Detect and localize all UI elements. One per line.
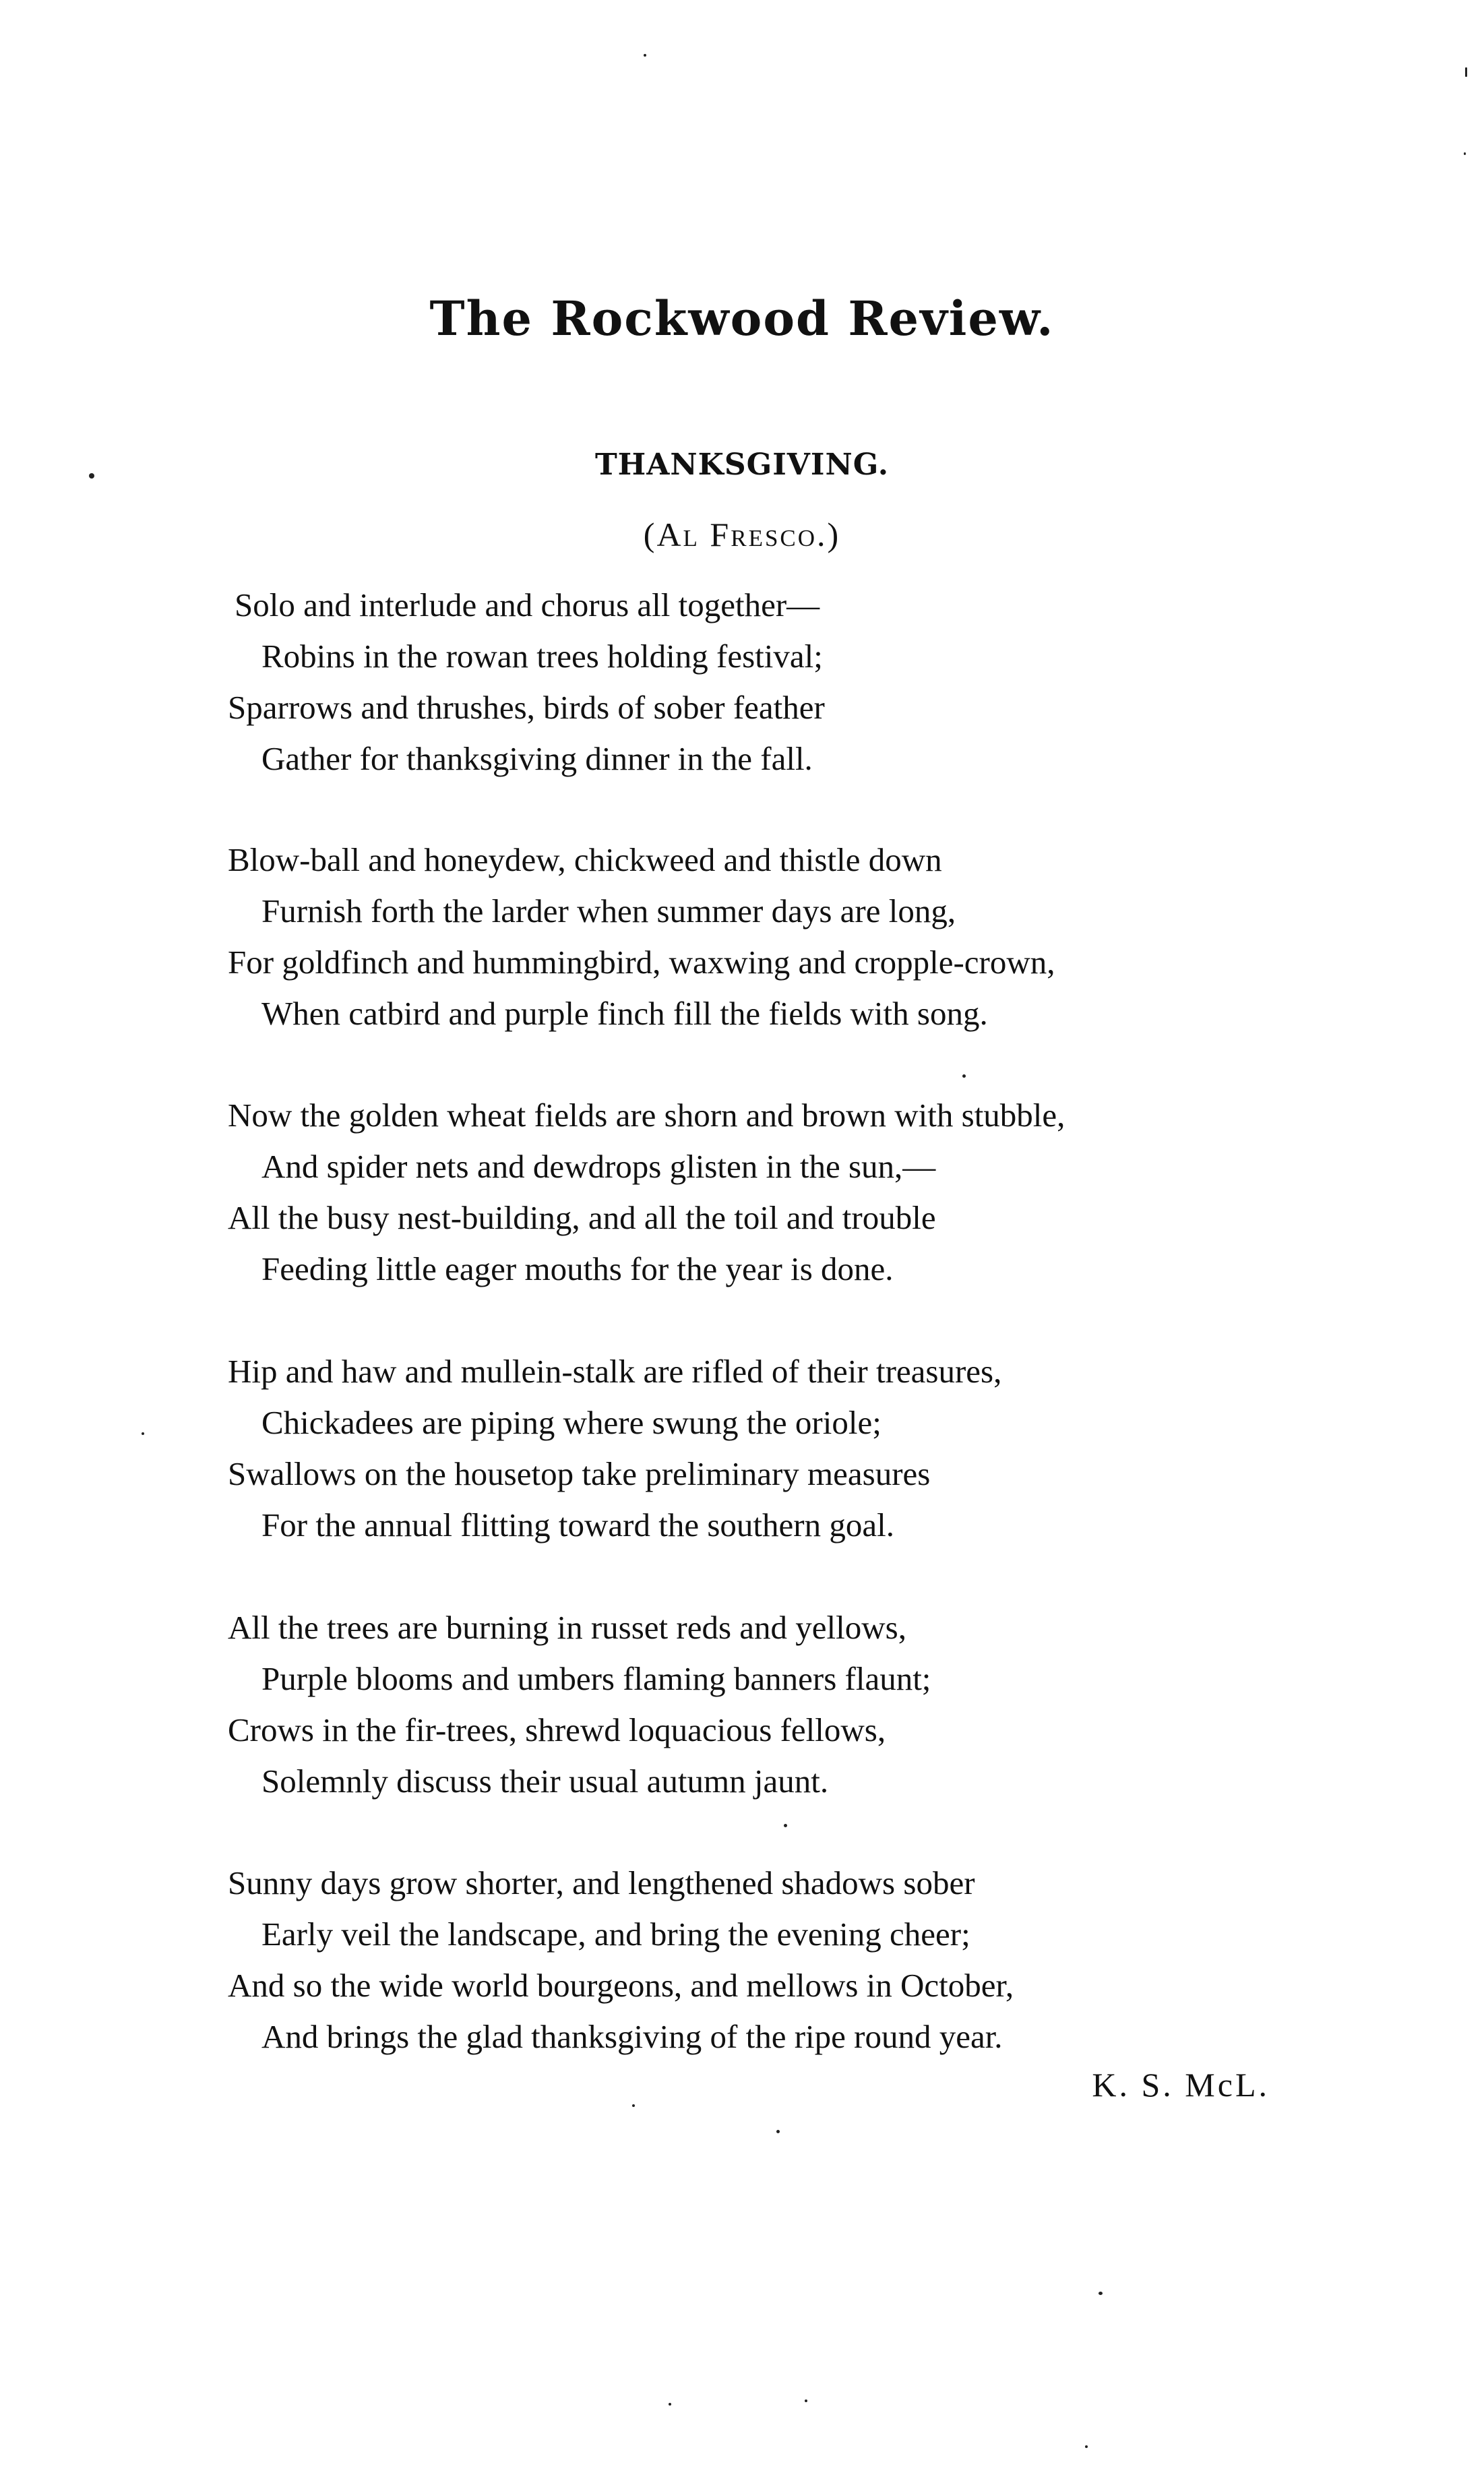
poem-line: Solo and interlude and chorus all together— <box>235 586 820 623</box>
poem-line: And so the wide world bourgeons, and mellows in October, <box>228 1967 1014 2004</box>
poem-line: Feeding little eager mouths for the year is done. <box>261 1250 894 1287</box>
poem-line: Sparrows and thrushes, birds of sober feather <box>228 689 825 726</box>
poem-line: Now the golden wheat fields are shorn and brown with stubble, <box>228 1097 1065 1134</box>
poem-line: Chickadees are piping where swung the oriole; <box>261 1404 882 1441</box>
poem-line: And brings the glad thanksgiving of the ripe round year. <box>261 2018 1003 2055</box>
poem-line: Swallows on the housetop take preliminary measures <box>228 1455 931 1492</box>
scan-speck <box>1085 2445 1088 2448</box>
poem-title: THANKSGIVING. <box>594 448 890 482</box>
stanza-1 <box>228 580 1320 785</box>
scan-speck <box>142 1432 144 1435</box>
stanza-5 <box>228 1602 1320 1807</box>
scan-speck <box>805 2399 807 2402</box>
scan-speck <box>632 2104 635 2107</box>
poem-line: All the busy nest-building, and all the toil and trouble <box>228 1199 936 1236</box>
poem-line: When catbird and purple finch fill the fields with song. <box>261 995 988 1032</box>
poem-line: For the annual flitting toward the southern goal. <box>261 1506 894 1543</box>
scan-speck <box>89 473 94 479</box>
poem-line: For goldfinch and hummingbird, waxwing and cropple-crown, <box>228 944 1055 981</box>
scan-speck <box>1099 2292 1103 2295</box>
masthead-title: The Rockwood Review. <box>429 290 1055 346</box>
poem-attribution: K. S. McL. <box>1092 2066 1270 2104</box>
stanza-2 <box>228 834 1320 1039</box>
scan-speck <box>784 1824 787 1827</box>
poem-line: Early veil the landscape, and bring the evening cheer; <box>261 1916 970 1953</box>
poem-line: Hip and haw and mullein-stalk are rifled of their treasures, <box>228 1353 1002 1390</box>
scan-speck <box>644 54 646 57</box>
scan-speck <box>1465 67 1467 77</box>
stanza-3 <box>228 1090 1320 1295</box>
poem-line: Sunny days grow shorter, and lengthened shadows sober <box>228 1864 975 1901</box>
poem-line: Solemnly discuss their usual autumn jaunt. <box>261 1763 829 1800</box>
poem-line: Purple blooms and umbers flaming banners flaunt; <box>261 1660 931 1697</box>
poem-line: All the trees are burning in russet reds and yellows, <box>228 1609 906 1646</box>
scan-speck <box>962 1074 966 1078</box>
poem-line: Crows in the fir-trees, shrewd loquacious fellows, <box>228 1711 886 1748</box>
poem-line: Furnish forth the larder when summer days are long, <box>261 892 956 929</box>
scan-speck <box>776 2130 780 2133</box>
poem-line: And spider nets and dewdrops glisten in the sun,— <box>261 1148 936 1185</box>
stanza-4 <box>228 1346 1320 1551</box>
poem-subtitle: (Al Fresco.) <box>643 516 841 553</box>
poem-line: Robins in the rowan trees holding festival; <box>261 638 823 675</box>
scan-speck <box>1464 152 1466 155</box>
stanza-6 <box>228 1858 1320 2062</box>
poem-line: Gather for thanksgiving dinner in the fall. <box>261 740 813 777</box>
poem-line: Blow-ball and honeydew, chickweed and thistle down <box>228 841 942 878</box>
scan-speck <box>669 2403 671 2406</box>
